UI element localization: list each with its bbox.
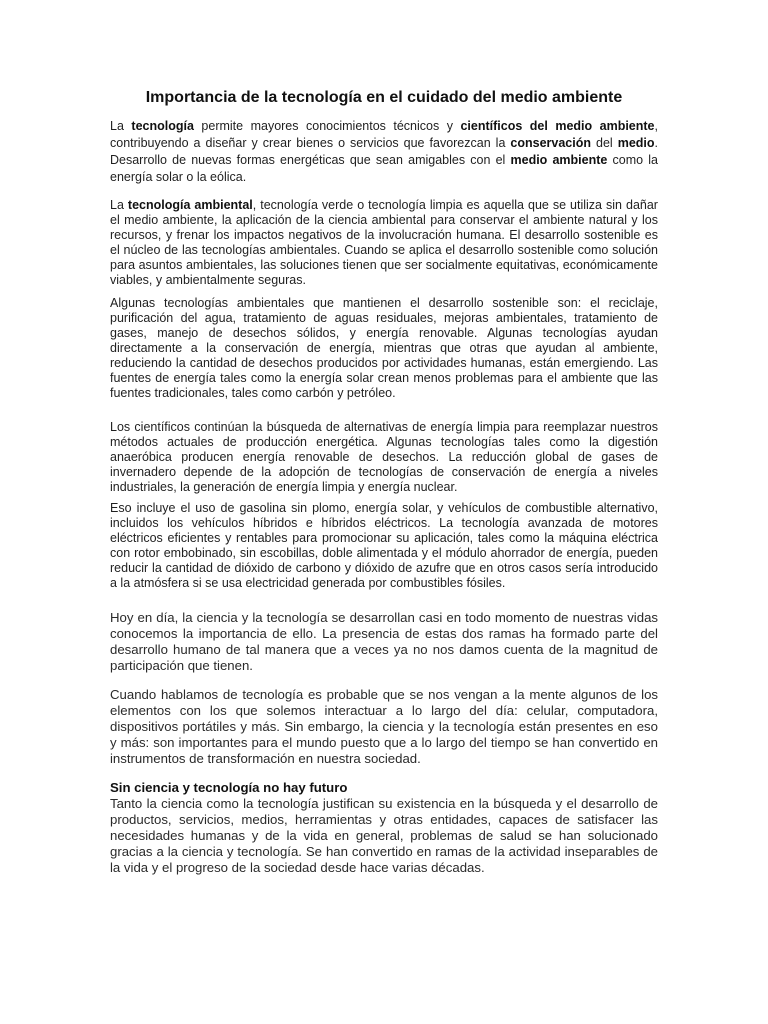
paragraph-cientificos-continuan: Los científicos continúan la búsqueda de alternativas de energía limpia para reemplazar nuestros métodos actuales de producción energética. Algunas tecnologías tales como la digestión anaeróbica producen energía renovable de desechos. La reducción global de gases de invernadero depende de la adopción de tecnologías de conservación de energía a niveles industriales, la generación de energía limpia y energía nuclear. — [110, 420, 658, 494]
paragraph-4-block — [110, 420, 658, 495]
intro-text-3: , contribuyendo a diseñar y crear bienes o servicios que favorezcan la — [110, 119, 658, 150]
paragraph-2-block — [110, 198, 658, 288]
intro-text-1: La — [110, 119, 132, 133]
paragraph-tecnologia-ambiental — [110, 198, 658, 288]
paragraph-tanto-la-ciencia: Tanto la ciencia como la tecnología justifican su existencia en la búsqueda y el desarrollo de productos, servicios, medios, herramientas y otras entidades, capaces de satisfacer las necesidades humanas y de la vida en general, problemas de salud se han solucionado gracias a la ciencia y tecnología. Se han convertido en ramas de la actividad inseparables de la vida y el progreso de la sociedad desde hace varias décadas. — [110, 796, 658, 875]
intro-paragraph — [110, 118, 658, 186]
paragraph-6-block — [110, 610, 658, 674]
paragraph-hoy-en-dia: Hoy en día, la ciencia y la tecnología se desarrollan casi en todo momento de nuestras vidas conocemos la importancia de ello. La presencia de estas dos ramas ha formado parte del desarrollo humano de tal manera que a veces ya no nos damos cuenta de la magnitud de participación que tienen. — [110, 610, 658, 673]
paragraph-7-block — [110, 687, 658, 767]
intro-text-6: como la energía solar o la eólica. — [110, 153, 658, 184]
intro-bold-tecnologia: tecnología — [131, 119, 194, 133]
document-title: Importancia de la tecnología en el cuidado del medio ambiente — [145, 89, 623, 106]
section-heading: Sin ciencia y tecnología no hay futuro — [110, 780, 348, 795]
paragraph-cuando-hablamos: Cuando hablamos de tecnología es probable que se nos vengan a la mente algunos de los elementos con los que solemos interactuar a lo largo del día: celular, computadora, dispositivos portátiles y más. Sin embargo, la ciencia y la tecnología están presentes en eso y más: son importantes para el mundo puesto que a lo largo del tiempo se han convertido en instrumentos de transformación en nuestra sociedad. — [110, 687, 658, 766]
intro-text-2: permite mayores conocimientos técnicos y — [193, 119, 461, 133]
intro-bold-medio-ambiente: medio ambiente — [510, 153, 608, 167]
p2-bold-tecnologia-ambiental: tecnología ambiental — [127, 198, 253, 212]
intro-bold-medio: medio — [617, 136, 655, 150]
intro-bold-conservacion: conservación — [510, 136, 591, 150]
section-heading-block — [110, 780, 658, 796]
paragraph-algunas-tecnologias: Algunas tecnologías ambientales que mantienen el desarrollo sostenible son: el reciclaje, purificación del agua, tratamiento de aguas residuales, mejoras ambientales, tratamiento de gases, manejo de desechos sólidos, y energía renovable. Algunas tecnologías ayudan directamente a la conservación de energía, mientras que otras que ayudan al ambiente, reduciendo la cantidad de desechos producidos por actividades humanas, están emergiendo. Las fuentes de energía tales como la energía solar crean menos problemas para el ambiente que las fuentes tradicionales, tales como carbón y petróleo. — [110, 296, 658, 400]
p2-text-2: , tecnología verde o tecnología limpia es aquella que se utiliza sin dañar el medio ambiente, la aplicación de la ciencia ambiental para conservar el ambiente natural y los recursos, y frenar los impactos negativos de la involucración humana. El desarrollo sostenible es el núcleo de las tecnologías ambientales. Cuando se aplica el desarrollo sostenible como solución para asuntos ambientales, las soluciones tienen que ser socialmente equitativas, económicamente viables, y ambientalmente seguras. — [110, 198, 658, 287]
paragraph-5-block — [110, 501, 658, 591]
paragraph-eso-incluye: Eso incluye el uso de gasolina sin plomo, energía solar, y vehículos de combustible alternativo, incluidos los vehículos híbridos e híbridos eléctricos. La tecnología avanzada de motores eléctricos eficientes y rentables para promocionar su aplicación, tales como la máquina eléctrica con rotor embobinado, sin escobillas, doble alimentada y el módulo ahorrador de energía, pueden reducir la cantidad de dióxido de carbono y dióxido de azufre que en otros casos sería introducido a la atmósfera si se usa electricidad generada por combustibles fósiles. — [110, 501, 658, 590]
intro-block — [110, 118, 658, 186]
paragraph-8-block — [110, 796, 658, 876]
intro-bold-cientificos: científicos del medio ambiente — [460, 119, 655, 133]
intro-text-4: del — [591, 136, 618, 150]
p2-text-1: La — [110, 198, 128, 212]
intro-text-5: . Desarrollo de nuevas formas energéticas que sean amigables con el — [110, 136, 658, 167]
paragraph-3-block — [110, 296, 658, 401]
